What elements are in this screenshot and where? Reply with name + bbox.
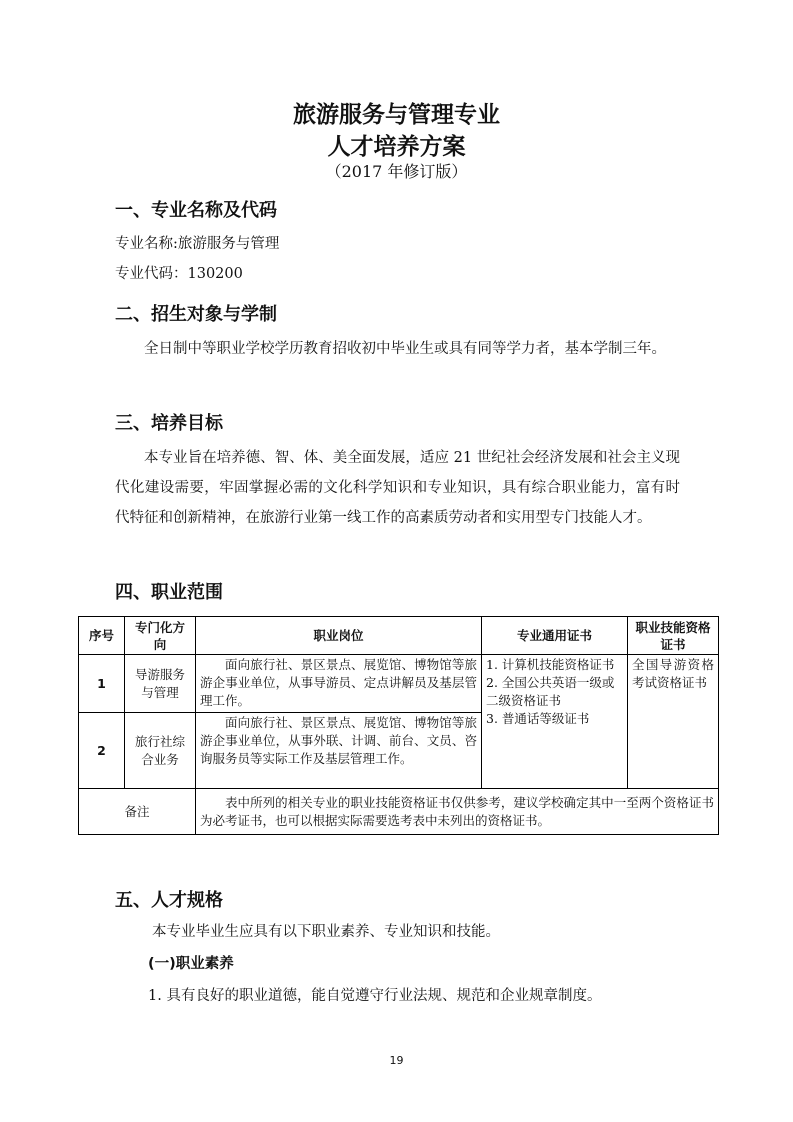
row-seq: 1 <box>79 655 125 713</box>
header-general-cert: 专业通用证书 <box>482 617 628 655</box>
career-scope-table <box>78 616 719 835</box>
major-name-line: 专业名称:旅游服务与管理 <box>115 236 280 252</box>
subsection-heading-1: (一)职业素养 <box>148 956 234 972</box>
header-seq: 序号 <box>79 617 125 655</box>
training-goal-paragraph: 本专业旨在培养德、智、体、美全面发展，适应 21 世纪社会经济发展和社会主义现代化建设需要，牢固掌握必需的文化科学知识和专业知识，具有综合职业能力，富有时代特征和创新精神，在旅游行业第一线工作的高素质劳动者和实用型专门技能人才。 <box>115 450 680 526</box>
row-post: 面向旅行社、景区景点、展览馆、博物馆等旅游企事业单位，从事外联、计调、前台、文员、咨询服务员等实际工作及基层管理工作。 <box>196 713 482 789</box>
major-code-line: 专业代码：130200 <box>115 266 243 282</box>
enrollment-paragraph: 全日制中等职业学校学历教育招收初中毕业生或具有同等学力者，基本学制三年。 <box>144 341 666 357</box>
skill-cert-cell: 全国导游资格考试资格证书 <box>628 655 719 789</box>
section-heading-5: 五、人才规格 <box>115 890 223 911</box>
header-direction: 专门化方向 <box>125 617 196 655</box>
edition-label: （2017 年修订版） <box>325 162 468 181</box>
talent-spec-intro: 本专业毕业生应具有以下职业素养、专业知识和技能。 <box>152 924 500 940</box>
list-item: 1. 具有良好的职业道德，能自觉遵守行业法规、规范和企业规章制度。 <box>148 988 602 1004</box>
page-number: 19 <box>389 1054 404 1067</box>
section-heading-3: 三、培养目标 <box>115 413 223 434</box>
section-heading-4: 四、职业范围 <box>115 582 223 603</box>
header-skill-cert: 职业技能资格证书 <box>628 617 719 655</box>
remark-label: 备注 <box>79 789 196 835</box>
section-heading-2: 二、招生对象与学制 <box>115 304 277 325</box>
table-header-row <box>79 617 719 655</box>
row-seq: 2 <box>79 713 125 789</box>
general-cert-cell <box>482 655 628 789</box>
section-heading-1: 一、专业名称及代码 <box>115 200 277 221</box>
table-remark-row <box>79 789 719 835</box>
general-cert-item: 3. 普通话等级证书 <box>486 711 590 726</box>
general-cert-item: 2. 全国公共英语一级或二级资格证书 <box>486 675 615 708</box>
row-direction: 旅行社综合业务 <box>125 713 196 789</box>
row-direction: 导游服务与管理 <box>125 655 196 713</box>
header-post: 职业岗位 <box>196 617 482 655</box>
document-subtitle: 人才培养方案 <box>327 134 466 160</box>
table-row <box>79 655 719 713</box>
row-post: 面向旅行社、景区景点、展览馆、博物馆等旅游企事业单位，从事导游员、定点讲解员及基层管理工作。 <box>196 655 482 713</box>
general-cert-item: 1. 计算机技能资格证书 <box>486 657 615 672</box>
remark-text: 表中所列的相关专业的职业技能资格证书仅供参考，建议学校确定其中一至两个资格证书为必考证书，也可以根据实际需要选考表中未列出的资格证书。 <box>196 789 719 835</box>
document-title: 旅游服务与管理专业 <box>293 102 500 128</box>
